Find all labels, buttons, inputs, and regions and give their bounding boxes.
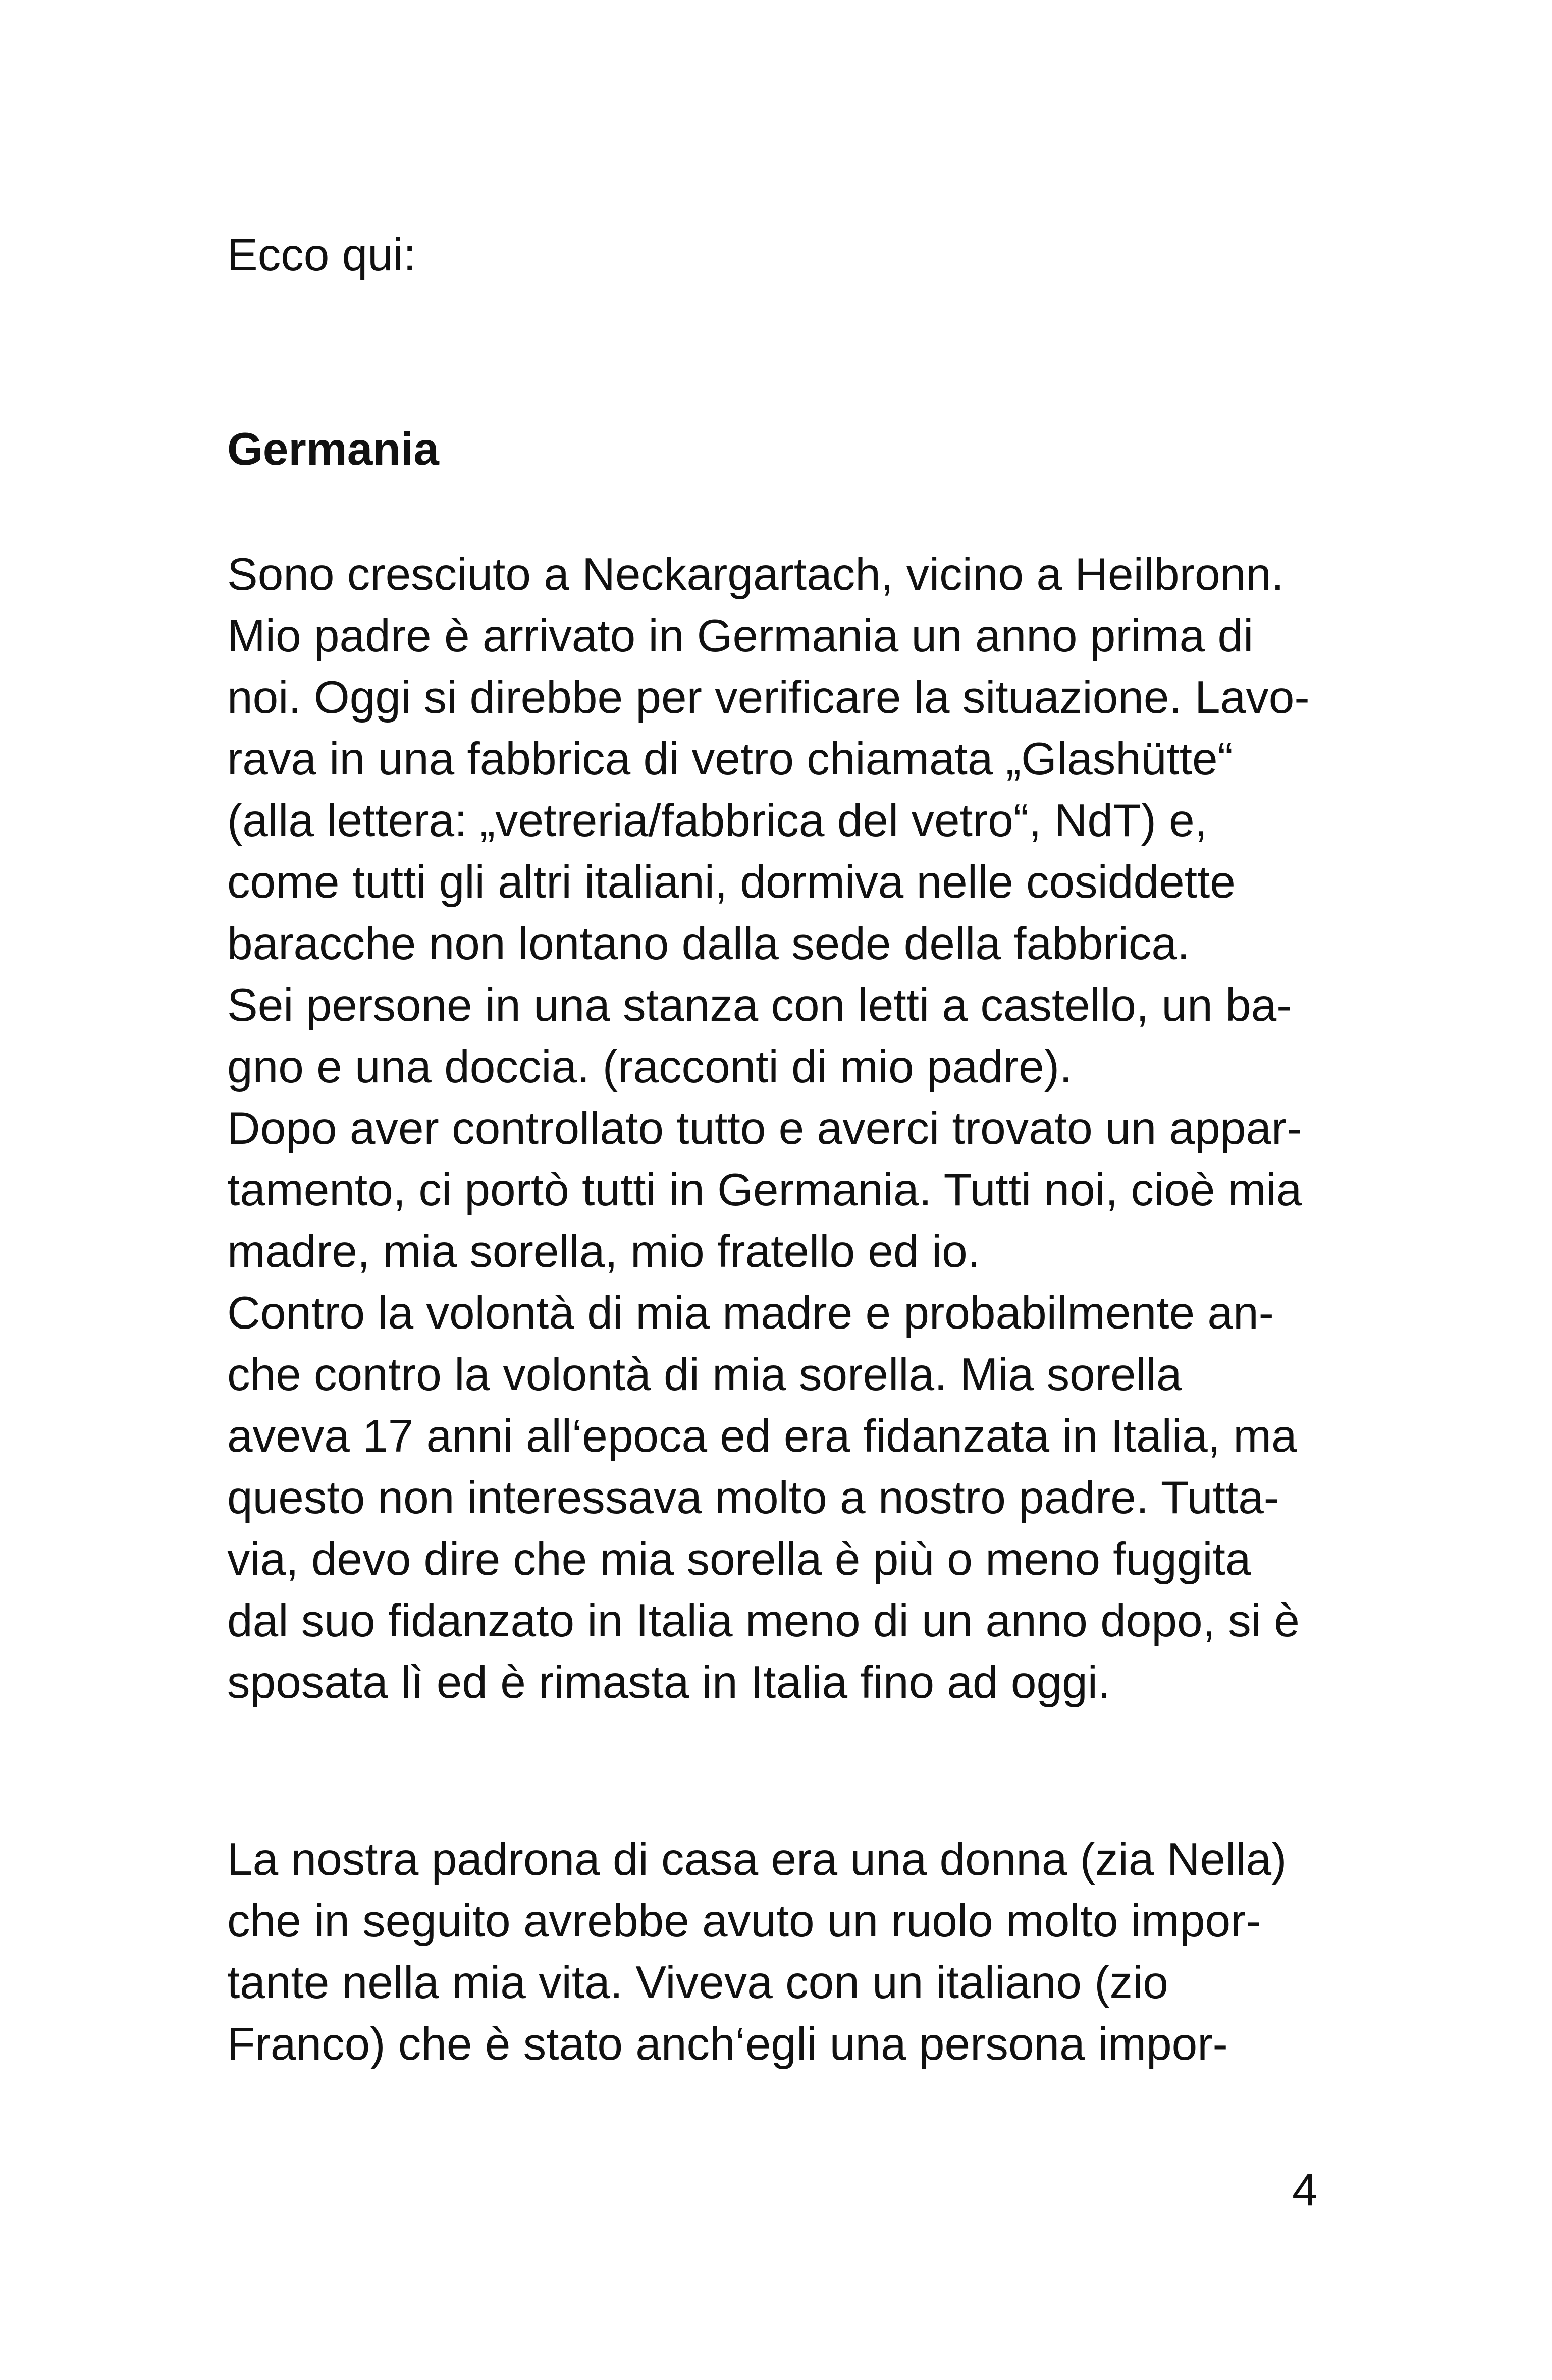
text-line: Franco) che è stato anch‘egli una persona impor-: [227, 2019, 1228, 2070]
intro-text: Ecco qui:: [227, 230, 416, 281]
text-line: Sono cresciuto a Neckargartach, vicino a Heilbronn.: [227, 549, 1285, 600]
text-line: tamento, ci portò tutti in Germania. Tutti noi, cioè mia: [227, 1165, 1302, 1215]
text-line: madre, mia sorella, mio fratello ed io.: [227, 1226, 980, 1277]
text-line: sposata lì ed è rimasta in Italia fino ad oggi.: [227, 1657, 1111, 1708]
text-line: questo non interessava molto a nostro padre. Tutta-: [227, 1472, 1279, 1523]
text-line: noi. Oggi si direbbe per verificare la situazione. Lavo-: [227, 672, 1310, 723]
page-number: 4: [1292, 2165, 1318, 2216]
text-line: aveva 17 anni all‘epoca ed era fidanzata in Italia, ma: [227, 1411, 1297, 1462]
text-line: baracche non lontano dalla sede della fabbrica.: [227, 918, 1190, 969]
text-line: La nostra padrona di casa era una donna (zia Nella): [227, 1834, 1287, 1885]
text-line: che contro la volontà di mia sorella. Mia sorella: [227, 1349, 1182, 1400]
text-line: Mio padre è arrivato in Germania un anno prima di: [227, 611, 1254, 661]
text-line: come tutti gli altri italiani, dormiva nelle cosiddette: [227, 857, 1236, 908]
text-line: gno e una doccia. (racconti di mio padre).: [227, 1041, 1073, 1092]
text-line: rava in una fabbrica di vetro chiamata „Glashütte“: [227, 734, 1233, 785]
text-line: Contro la volontà di mia madre e probabilmente an-: [227, 1288, 1274, 1339]
text-line: via, devo dire che mia sorella è più o meno fuggita: [227, 1534, 1251, 1585]
text-line: Dopo aver controllato tutto e averci trovato un appar-: [227, 1103, 1302, 1154]
text-line: tante nella mia vita. Viveva con un italiano (zio: [227, 1957, 1168, 2008]
text-line: dal suo fidanzato in Italia meno di un anno dopo, si è: [227, 1595, 1300, 1646]
text-line: che in seguito avrebbe avuto un ruolo molto impor-: [227, 1896, 1261, 1947]
text-line: Sei persone in una stanza con letti a castello, un ba-: [227, 980, 1292, 1031]
text-line: (alla lettera: „vetreria/fabbrica del vetro“, NdT) e,: [227, 795, 1208, 846]
section-heading: Germania: [227, 424, 439, 475]
